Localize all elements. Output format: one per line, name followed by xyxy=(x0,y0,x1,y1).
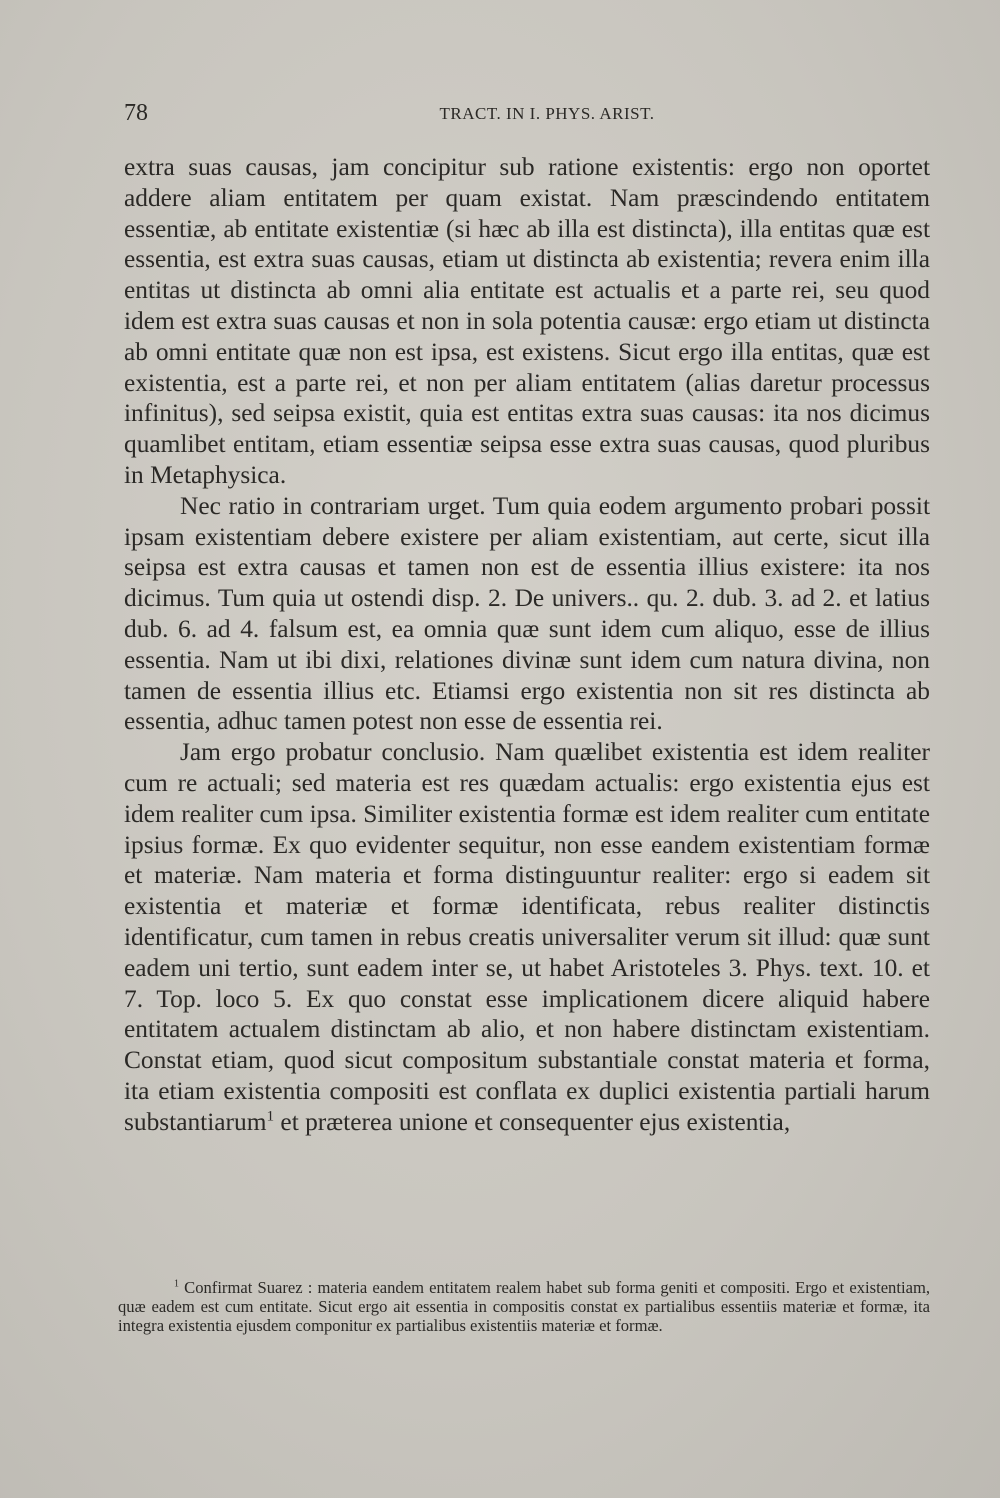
paragraph-1: extra suas causas, jam concipitur sub ratione existentis: ergo non oportet addere aliam entitatem per quam existat. Nam præscindendo entitatem essentiæ, ab entitate existentiæ (si hæc ab illa est distincta), illa entitas quæ est essentia, est extra suas causas, etiam ut distincta ab existentia; revera enim illa entitas ut distincta ab omni alia entitate est actualis et a parte rei, seu quod idem est extra suas causas et non in sola potentia causæ: ergo etiam ut distincta ab omni entitate quæ non est ipsa, est existens. Sicut ergo illa entitas, quæ est existentia, est a parte rei, et non per aliam entitatem (alias daretur processus infinitus), sed seipsa existit, quia est entitas extra suas causas: ita nos dicimus quamlibet entitam, etiam essentiæ seipsa esse extra suas causas, quod pluribus in Metaphysica. xyxy=(124,153,930,489)
footnote-text: Confirmat Suarez : materia eandem entitatem realem habet sub forma geniti et compositi. Ergo et existentiam, quæ eadem est cum entitate. Sicut ergo ait essentia in compositis constat ex partialibus essentiis materiæ et formæ, ita integra existentia ejusdem componitur ex partialibus existentiis materiæ et formæ. xyxy=(118,1278,930,1335)
paragraph-3 xyxy=(124,737,930,1137)
footnotes xyxy=(118,1278,930,1335)
paragraph-2: Nec ratio in contrariam urget. Tum quia eodem argumento probari possit ipsam existentiam debere existere per aliam existentiam, aut certe, sicut illa seipsa est extra causas et tamen non est de essentia illius existere: ita nos dicimus. Tum quia ut ostendi disp. 2. De univers.. qu. 2. dub. 3. ad 2. et latius dub. 6. ad 4. falsum est, ea omnia quæ sunt idem cum aliquo, esse de illius essentia. Nam ut ibi dixi, relationes divinæ sunt idem cum natura divina, non tamen de essentia illius etc. Etiamsi ergo existentia non sit res distincta ab essentia, adhuc tamen potest non esse de essentia rei. xyxy=(124,491,930,736)
main-text xyxy=(124,152,930,1138)
paragraph-3-continuation: et præterea unione et consequenter ejus existentia, xyxy=(274,1107,791,1136)
footnote-1 xyxy=(118,1278,930,1335)
footnote-reference: 1 xyxy=(266,1107,275,1125)
paragraph-3-text: Jam ergo probatur conclusio. Nam quælibet existentia est idem realiter cum re actuali; sed materia est res quædam actualis: ergo existentia ejus est idem realiter cum ipsa. Similiter existentia formæ est idem realiter cum entitate ipsius formæ. Ex quo evidenter sequitur, non esse eandem existentiam formæ et materiæ. Nam materia et forma distinguuntur realiter: ergo si eadem sit existentia et materiæ et formæ identificata, rebus realiter distinctis identificatur, cum tamen in rebus creatis universaliter verum sit illud: quæ sunt eadem uni tertio, sunt eadem inter se, ut habet Aristoteles 3. Phys. text. 10. et 7. Top. loco 5. Ex quo constat esse implicationem dicere aliquid habere entitatem actualem distinctam ab alio, et non habere distinctam existentiam. Constat etiam, quod sicut compositum substantiale constat materia et forma, ita etiam existentia compositi est conflata ex duplici existentia partiali harum substantiarum xyxy=(124,738,930,1136)
running-head: TRACT. IN I. PHYS. ARIST. xyxy=(439,104,655,123)
page-header xyxy=(124,100,930,134)
page-number: 78 xyxy=(124,100,148,126)
footnote-marker: 1 xyxy=(174,1278,179,1290)
